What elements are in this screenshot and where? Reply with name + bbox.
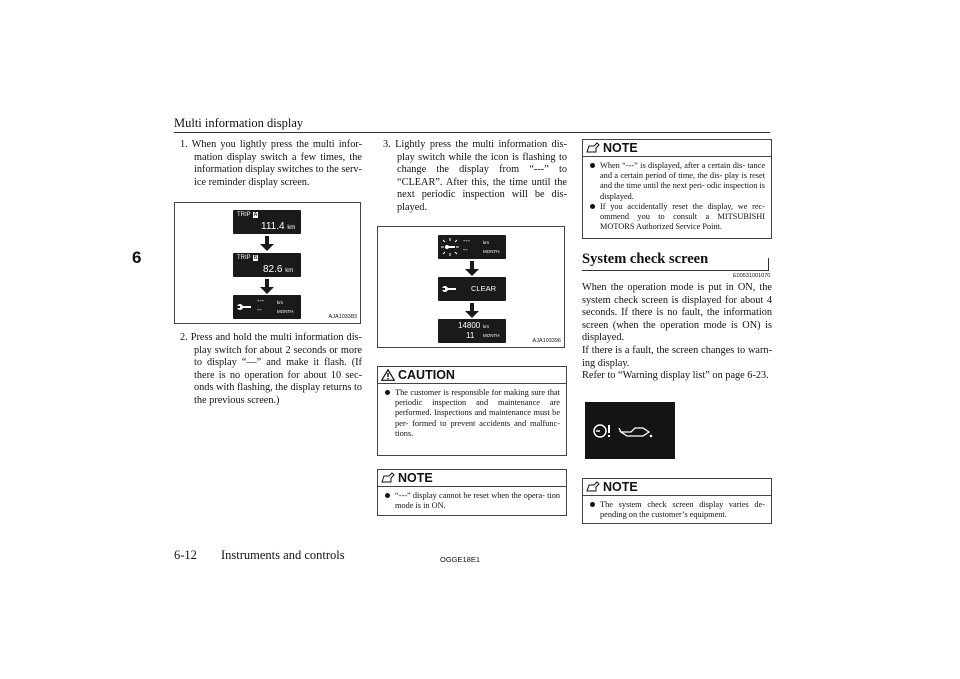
note-heading: NOTE: [583, 479, 771, 496]
clear-text: CLEAR: [471, 284, 497, 293]
svc-dashes-bottom: --: [257, 307, 262, 314]
reset-figure: [377, 226, 565, 348]
unit-km: km: [483, 240, 489, 245]
trip-b-box: B: [253, 255, 258, 261]
trip-b-display: [233, 253, 301, 277]
header-rule: [174, 132, 770, 133]
note-box: [582, 478, 772, 524]
step-2-text: 2. Press and hold the multi information dis- play switch for about 2 seconds or more to display “—” and make it flash. (If there is no operation for about 10 sec- onds with flashing, the display returns to the previous screen.): [180, 332, 362, 406]
section-vrule: [768, 258, 769, 271]
note-pencil-icon: [381, 472, 395, 484]
trip-a-unit: km: [287, 225, 296, 231]
flash-dashes-bottom: --: [463, 247, 468, 254]
footer-doc-code: OGGE18E1: [440, 555, 481, 564]
chapter-number: 6: [132, 248, 142, 267]
step-1-text: 1. When you lightly press the multi infor- mation display switch a few times, the information display switches to the serv- ice reminder display screen.: [180, 139, 362, 188]
section-body: [582, 282, 772, 383]
section-title: System check screen: [582, 251, 709, 267]
trip-b-unit: km: [285, 268, 294, 274]
system-check-screen-image: [585, 402, 675, 459]
clear-display: [438, 277, 506, 301]
section-code: E00531001070: [733, 273, 771, 279]
note-item: The system check screen display varies de- pending on the customer’s equipment.: [589, 500, 765, 520]
note-pencil-icon: [586, 142, 600, 154]
note-box: [582, 139, 772, 239]
figure-code: AJA103396: [532, 338, 561, 344]
system-check-icons: [591, 422, 671, 440]
wrench-icon: [237, 303, 251, 311]
header-title: Multi information display: [174, 116, 304, 130]
step-1: [174, 139, 362, 189]
trip-a-label: TRIP: [237, 212, 251, 218]
note-item: When “---” is displayed, after a certain dis- tance and a certain period of time, the dis- play is reset and the time until the next peri- odic inspection is displayed.: [589, 161, 765, 202]
service-reminder-display: [233, 295, 301, 319]
svc-dashes-top: ---: [257, 298, 264, 305]
brake-warning-icon: [594, 425, 610, 437]
trip-b-value: 82.6: [263, 264, 283, 275]
step-3-text: 3. Lightly press the multi information dis- play switch while the icon is flashing to change the display from “---” to “CLEAR”. After this, the time until the next periodic inspection will be dis- played.: [383, 139, 567, 213]
flashing-display: [438, 235, 506, 259]
step-3: [377, 139, 567, 215]
service-reminder-figure: [174, 202, 361, 324]
section-rule: [582, 270, 768, 271]
result-month: 11: [466, 331, 475, 340]
unit-month: MONTH: [483, 249, 500, 254]
section-paragraph: When the operation mode is put in ON, the system check screen is displayed for about 4 seconds. If there is no fault, the information screen (when the operation mode is ON) is displayed.: [582, 282, 772, 344]
caution-heading: CAUTION: [378, 367, 566, 384]
trip-a-display: [233, 210, 301, 234]
note-box: [377, 469, 567, 516]
note-pencil-icon: [586, 481, 600, 493]
warning-triangle-icon: [381, 369, 395, 381]
flash-dashes-top: ---: [463, 238, 470, 245]
result-km: 14800: [458, 321, 481, 330]
footer-section-name: Instruments and controls: [221, 548, 345, 562]
result-unit-month: MONTH: [483, 333, 500, 338]
trip-a-box: A: [253, 212, 258, 218]
oil-pressure-icon: [619, 428, 652, 437]
caution-item: The customer is responsible for making sure that periodic inspection and maintenance are performed. Inspections and maintenance must be per- formed to prevent accidents and malfunc- tions.: [384, 388, 560, 439]
note-item: “---” display cannot be reset when the opera- tion mode is in ON.: [384, 491, 560, 511]
footer-page-number: 6-12: [174, 548, 197, 562]
caution-box: [377, 366, 567, 456]
step-2: [174, 332, 362, 408]
figure-code: AJA103383: [328, 314, 357, 320]
note-heading: NOTE: [378, 470, 566, 487]
trip-a-value: 111.4: [261, 221, 285, 232]
result-unit-km: km: [483, 324, 489, 329]
svc-unit-km: km: [277, 300, 283, 305]
wrench-icon: [442, 285, 456, 293]
section-paragraph: If there is a fault, the screen changes to warn- ing display.: [582, 344, 772, 369]
note-item: If you accidentally reset the display, we rec- ommend you to consult a MITSUBISHI MOTORS Authorized Service Point.: [589, 202, 765, 233]
trip-b-label: TRIP: [237, 255, 251, 261]
section-paragraph: Refer to “Warning display list” on page 6-23.: [582, 370, 769, 382]
svc-unit-month: MONTH: [277, 309, 294, 314]
note-heading: NOTE: [583, 140, 771, 157]
result-display: [438, 319, 506, 343]
flashing-wrench-icon: [441, 238, 459, 256]
